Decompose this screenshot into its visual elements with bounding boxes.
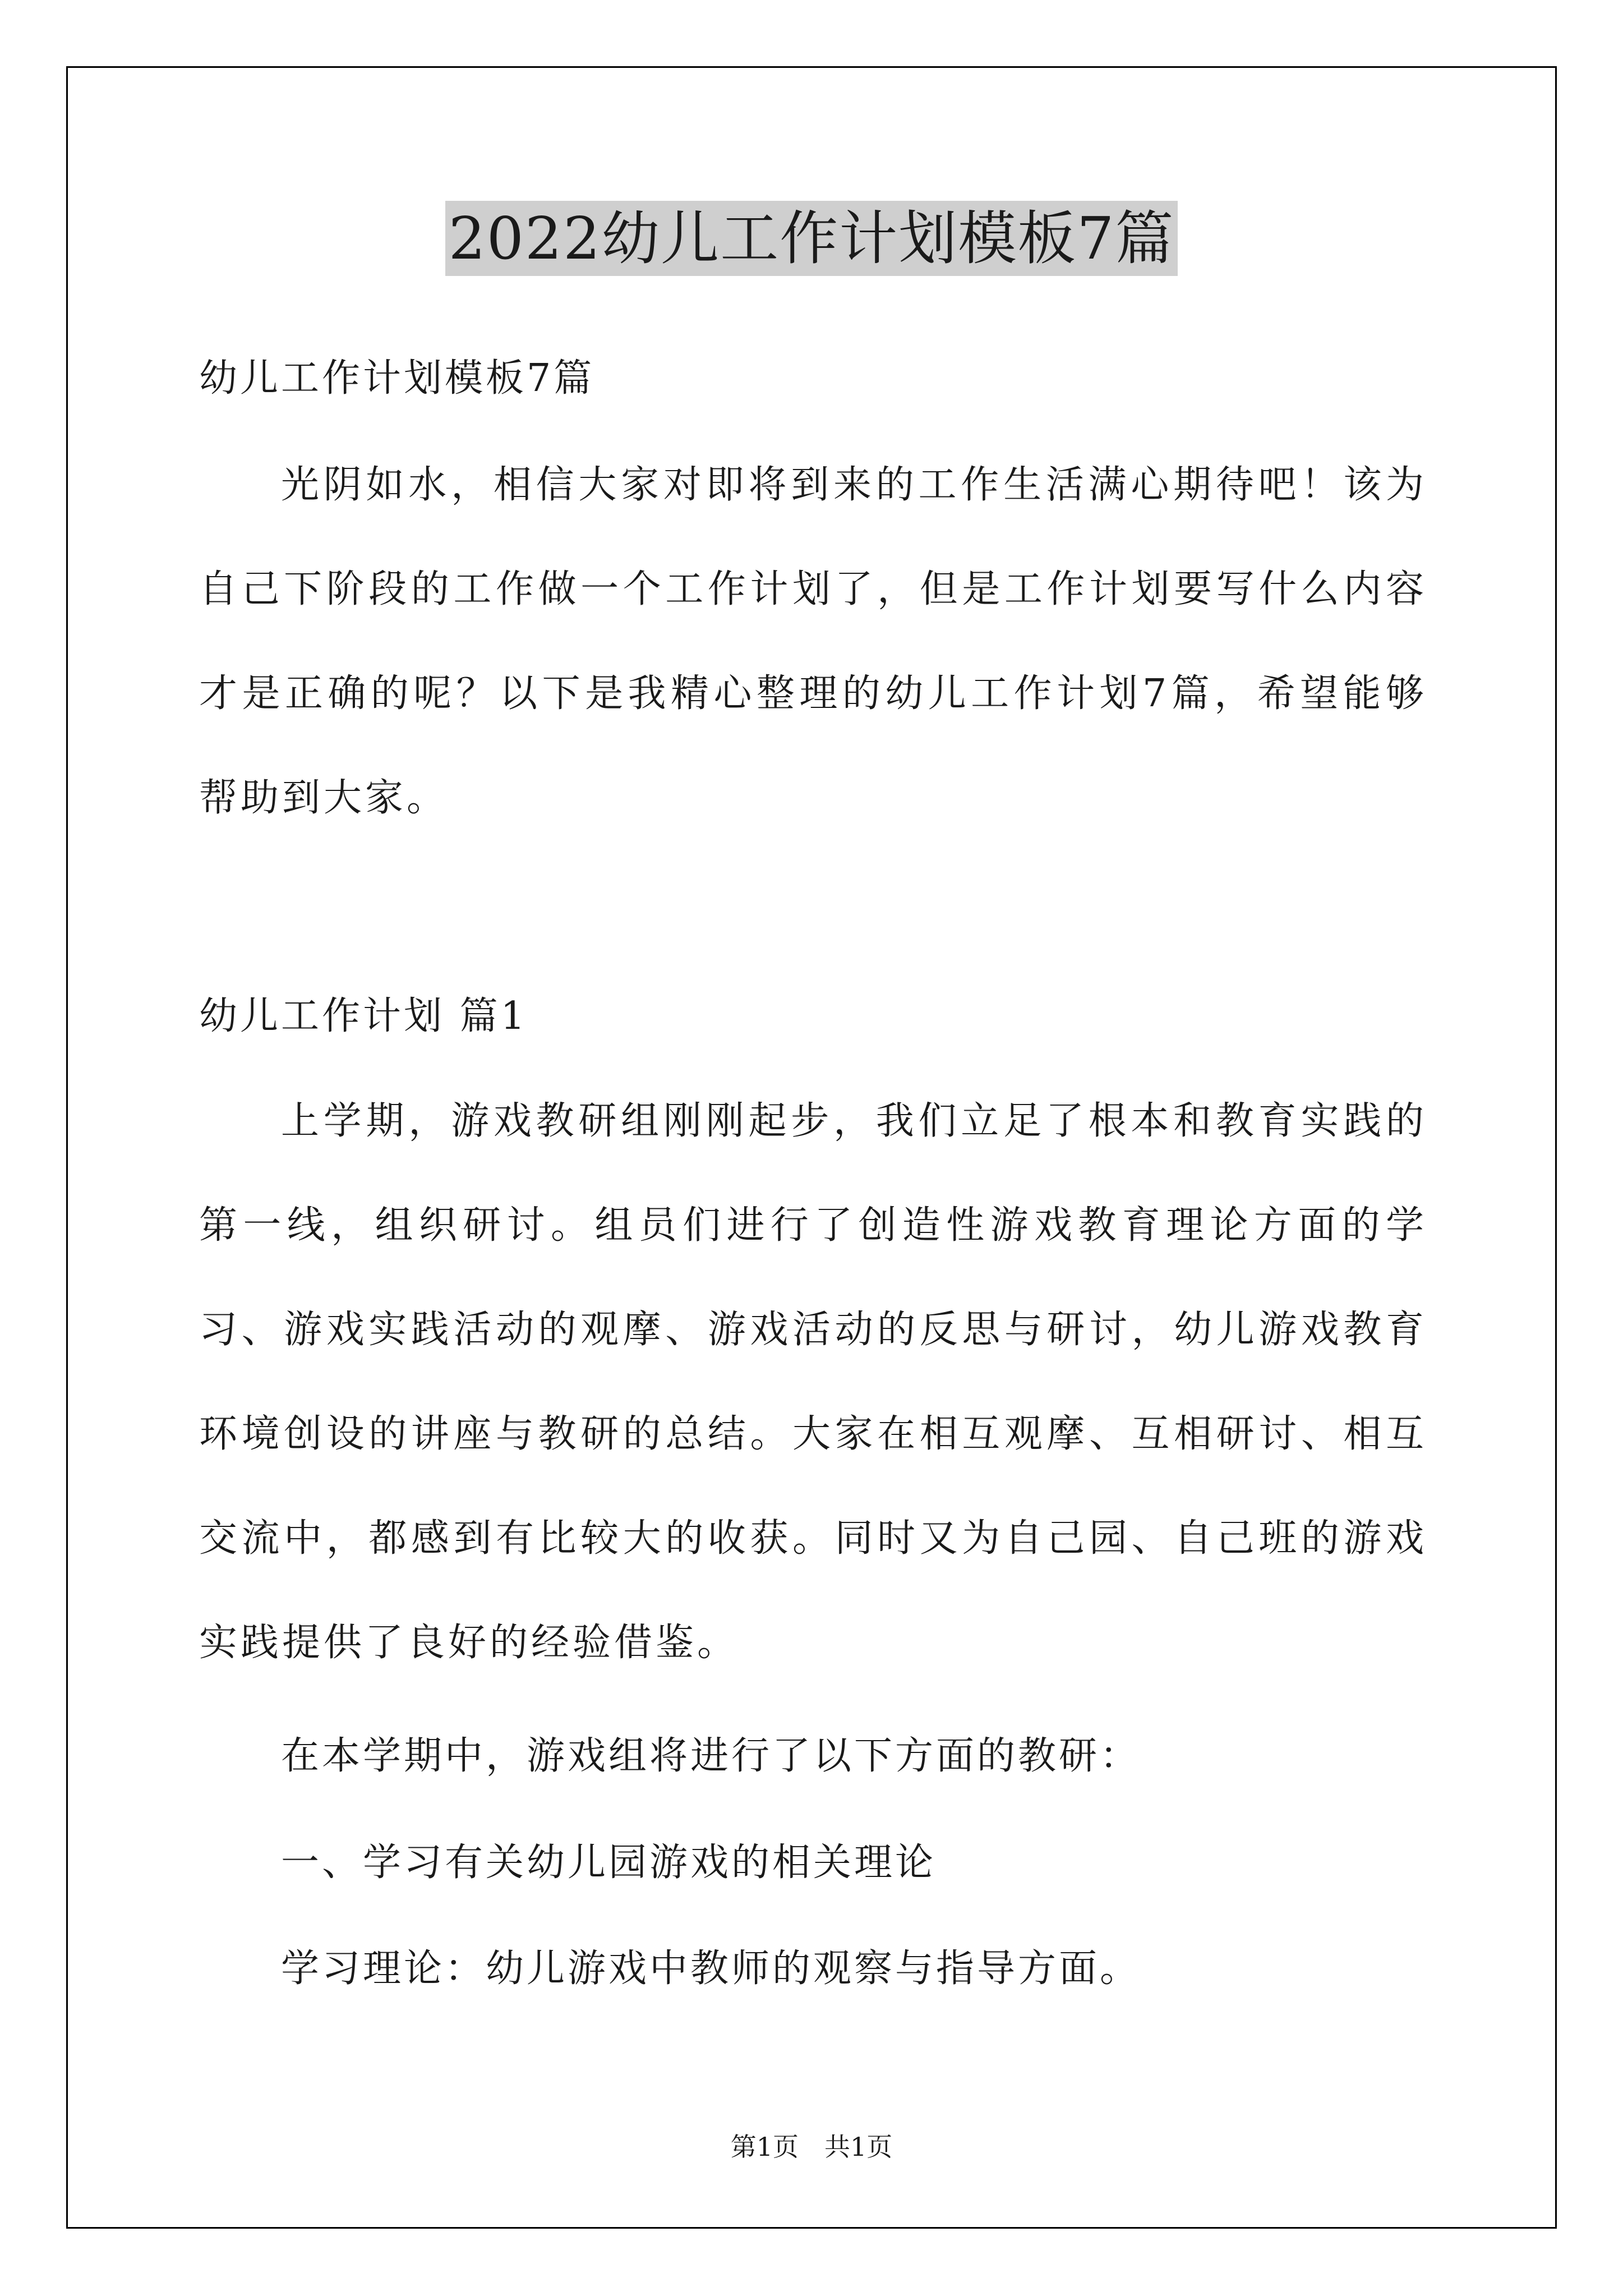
document-subtitle: 幼儿工作计划模板7篇 (199, 356, 595, 401)
section-paragraph-1: 上学期，游戏教研组刚刚起步，我们立足了根本和教育实践的第一线，组织研讨。组员们进行了创造性游戏教育理论方面的学习、游戏实践活动的观摩、游戏活动的反思与研讨，幼儿游戏教育环境创设的讲座与教研的总结。大家在相互观摩、互相研讨、相互交流中，都感到有比较大的收获。同时又为自己园、自己班的游戏实践提供了良好的经验借鉴。 (199, 1099, 1427, 1665)
list-item-1-detail: 学习理论：幼儿游戏中教师的观察与指导方面。 (281, 1947, 1141, 1991)
page-footer: 第1页 共1页 (730, 2132, 893, 2162)
document-title-text: 2022幼儿工作计划模板7篇 (445, 201, 1178, 276)
intro-paragraph: 光阴如水，相信大家对即将到来的工作生活满心期待吧！该为自己下阶段的工作做一个工作计划了，但是工作计划要写什么内容才是正确的呢？以下是我精心整理的幼儿工作计划7篇，希望能够帮助到大家。 (199, 463, 1427, 820)
document-title (0, 199, 1623, 278)
section-paragraph-2: 在本学期中，游戏组将进行了以下方面的教研： (281, 1734, 1141, 1778)
section-heading: 幼儿工作计划 篇1 (199, 994, 528, 1038)
list-item-1: 一、学习有关幼儿园游戏的相关理论 (281, 1841, 937, 1885)
